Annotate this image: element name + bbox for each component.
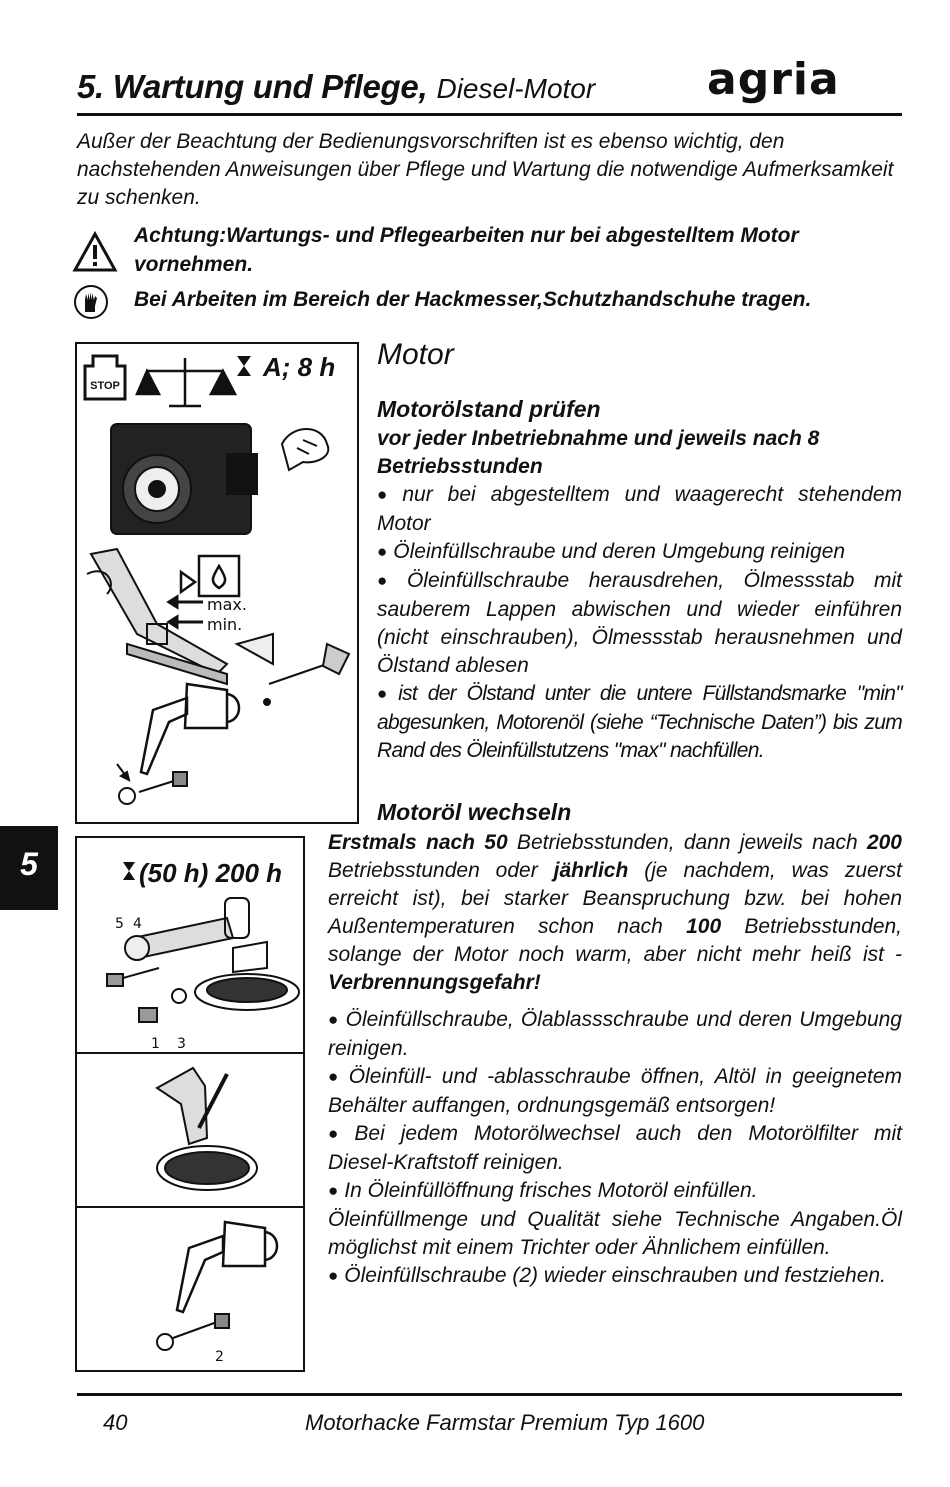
- motor-heading: Motor: [377, 338, 454, 371]
- header-rule: [77, 113, 902, 116]
- part-label-2: 2: [215, 1349, 224, 1365]
- hourglass-icon: [237, 356, 251, 376]
- chapter-tab: [0, 826, 58, 910]
- oil-change-intro: [328, 829, 902, 997]
- oil-change-heading: Motoröl wechseln: [377, 799, 572, 825]
- stop-sign-icon: [85, 356, 125, 399]
- wipe-dipstick-illustration: [237, 634, 349, 705]
- interval-label: (50 h) 200 h: [139, 858, 283, 888]
- oil-check-illustration: [77, 344, 357, 822]
- emphasis-text: 100: [686, 915, 722, 938]
- oil-check-subheading: vor jeder Inbetriebnahme und jeweils nach 8 Betriebsstunden: [377, 427, 820, 478]
- level-arrows: [169, 597, 203, 627]
- oil-quantity-note: Öleinfüllmenge und Qualität siehe Technische Angaben.Öl möglichst mit einem Trichter oder Ähnlichem einfüllen.: [328, 1208, 902, 1259]
- footer-title: Motorhacke Farmstar Premium Typ 1600: [305, 1410, 705, 1435]
- min-label: min.: [207, 615, 243, 634]
- oil-change-step: ● Bei jedem Motorölwechsel auch den Motorölfilter mit Diesel-Kraftstoff reinigen.: [328, 1120, 902, 1177]
- chapter-number: 5: [20, 846, 38, 882]
- hourglass-icon: [123, 862, 135, 880]
- figure-divider: [77, 1206, 303, 1208]
- oil-change-illustration: [77, 838, 303, 1370]
- protective-gloves-icon: [73, 284, 109, 320]
- section-subtitle: Diesel-Motor: [436, 73, 596, 104]
- emphasis-text: 200: [866, 831, 902, 854]
- oil-check-heading: Motorölstand prüfen: [377, 396, 601, 422]
- section-title: 5. Wartung und Pflege,: [77, 68, 428, 105]
- part-label-3: 3: [177, 1036, 186, 1052]
- stop-label: STOP: [90, 380, 120, 392]
- oil-check-step: ● Öleinfüllschraube und deren Umgebung reinigen: [377, 538, 902, 567]
- agria-logo: [707, 56, 877, 104]
- warning-triangle-icon: [73, 232, 117, 272]
- oil-change-steps: [328, 1006, 902, 1291]
- oil-check-steps: [377, 481, 902, 765]
- caution-note: Achtung:Wartungs- und Pflegearbeiten nur bei abgestelltem Motor vornehmen.: [134, 224, 799, 276]
- oil-check-step: ● nur bei abgestelltem und waagerecht stehendem Motor: [377, 481, 902, 538]
- oil-filler-screw-illustration: [117, 764, 187, 804]
- max-label: max.: [207, 595, 247, 614]
- oil-change-step: ● Öleinfüllschraube, Ölablassschraube und deren Umgebung reinigen.: [328, 1006, 902, 1063]
- body-text: Betriebsstunden, dann jeweils nach: [507, 831, 867, 854]
- oil-change-step: ● Öleinfüllschraube (2) wieder einschrauben und festziehen.: [328, 1262, 902, 1291]
- gloves-note: Bei Arbeiten im Bereich der Hackmesser,Schutzhandschuhe tragen.: [134, 288, 812, 311]
- oil-filter-illustration: [157, 1068, 257, 1190]
- oil-check-step: ● Öleinfüllschraube herausdrehen, Ölmessstab mit sauberem Lappen abwischen und wieder einführen (nicht einschrauben), Ölmessstab herausnehmen und Ölstand ablesen: [377, 567, 902, 680]
- oil-change-figure: [75, 836, 305, 1372]
- oil-jug-funnel-illustration: [141, 684, 239, 774]
- dipstick-illustration: [87, 549, 227, 684]
- emphasis-text: Verbrennungsgefahr!: [328, 971, 541, 994]
- body-text: Betriebsstunden oder: [328, 859, 554, 882]
- part-label-5: 5: [115, 916, 124, 932]
- oil-check-step: ● ist der Ölstand unter die untere Füllstandsmarke "min" abgesunken, Motorenöl (siehe “Technische Daten”) bis zum Rand des Öleinfüllstutzens "max" nachfüllen.: [377, 680, 902, 765]
- emphasis-text: jährlich: [553, 859, 629, 882]
- oil-check-figure: [75, 342, 359, 824]
- page-title: [77, 68, 595, 106]
- figure-divider: [77, 1052, 303, 1054]
- oil-change-step: ● In Öleinfüllöffnung frisches Motoröl einfüllen.: [328, 1177, 902, 1206]
- oil-change-intro-text: [328, 829, 902, 997]
- oil-drop-icon: [181, 556, 239, 596]
- oil-refill-illustration: [157, 1222, 277, 1350]
- page-number: 40: [103, 1410, 128, 1435]
- level-scale-icon: [137, 358, 235, 406]
- engine-illustration: [111, 424, 257, 534]
- footer-rule: [77, 1393, 902, 1396]
- cleaning-rag-icon: [282, 429, 328, 470]
- oil-change-step: ● Öleinfüll- und -ablasschraube öffnen, Altöl in geeignetem Behälter auffangen, ordnungsgemäß entsorgen!: [328, 1063, 902, 1120]
- interval-label: A; 8 h: [263, 352, 336, 382]
- intro-paragraph: Außer der Beachtung der Bedienungsvorschriften ist es ebenso wichtig, den nachstehenden Anweisungen über Pflege und Wartung die notwendige Aufmerksamkeit zu schenken.: [77, 130, 894, 209]
- emphasis-text: Erstmals nach 50: [328, 831, 508, 854]
- body-text: Betriebsstunden, solange der Motor noch warm, aber nicht mehr heiß ist -: [328, 915, 903, 966]
- logo-text: agria: [707, 54, 840, 105]
- part-label-1: 1: [151, 1036, 160, 1052]
- body-text: (je nachdem, was zuerst erreicht ist), bei starker Beanspruchung bzw. bei hohen Außentemperaturen schon nach: [328, 859, 903, 938]
- part-label-4: 4: [133, 916, 142, 932]
